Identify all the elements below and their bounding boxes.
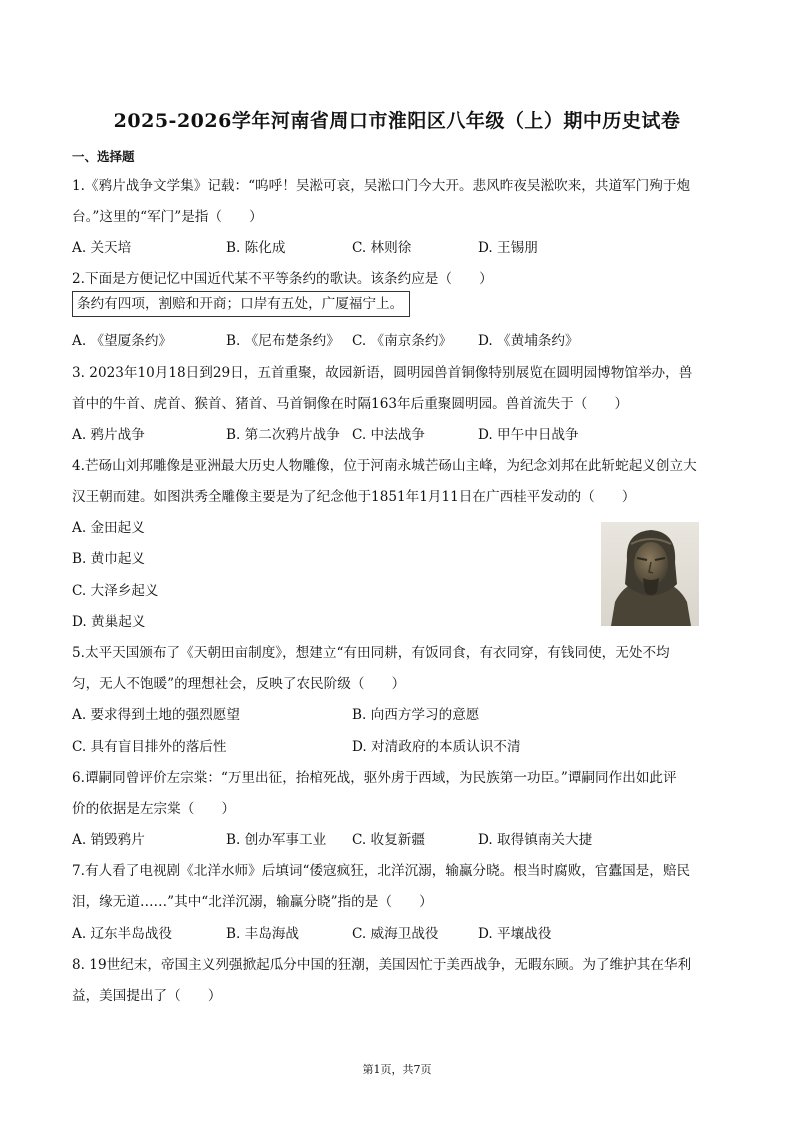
question-7-option-b: B. 丰岛海战 bbox=[226, 926, 300, 942]
question-7-option-a: A. 辽东半岛战役 bbox=[72, 926, 173, 942]
question-6-option-b: B. 创办军事工业 bbox=[226, 832, 327, 848]
question-1-option-c: C. 林则徐 bbox=[352, 240, 412, 256]
question-5-option-d: D. 对清政府的本质认识不清 bbox=[352, 739, 521, 755]
question-7-option-d: D. 平壤战役 bbox=[478, 926, 552, 942]
statue-photo bbox=[601, 522, 699, 626]
question-6-option-c: C. 收复新疆 bbox=[352, 832, 425, 848]
question-2-option-b: B. 《尼布楚条约》 bbox=[226, 333, 340, 349]
question-1-line-2: 台。”这里的“军门”是指（ ） bbox=[72, 209, 263, 225]
question-5-option-c: C. 具有盲目排外的落后性 bbox=[72, 739, 227, 755]
question-3-option-c: C. 中法战争 bbox=[352, 427, 425, 443]
question-4-option-c: C. 大泽乡起义 bbox=[72, 583, 159, 599]
question-3-line-1: 3. 2023年10月18日到29日，五首重聚，故园新语，圆明园兽首铜像特别展览在圆明园博物馆举办，兽 bbox=[72, 365, 693, 381]
question-2-option-c: C. 《南京条约》 bbox=[352, 333, 453, 349]
question-2-option-d: D. 《黄埔条约》 bbox=[478, 333, 579, 349]
question-8-line-2: 益，美国提出了（ ） bbox=[72, 988, 222, 1004]
question-3-line-2: 首中的牛首、虎首、猴首、猪首、马首铜像在时隔163年后重聚圆明园。兽首流失于（ ） bbox=[72, 396, 629, 412]
question-4-option-a: A. 金田起义 bbox=[72, 520, 145, 536]
question-6-option-d: D. 取得镇南关大捷 bbox=[478, 832, 593, 848]
question-3-option-b: B. 第二次鸦片战争 bbox=[226, 427, 340, 443]
question-3-option-a: A. 鸦片战争 bbox=[72, 427, 145, 443]
question-4-option-b: B. 黄巾起义 bbox=[72, 551, 146, 567]
page-footer: 第1页，共7页 bbox=[362, 1063, 432, 1076]
page-title: 2025-2026学年河南省周口市淮阳区八年级（上）期中历史试卷 bbox=[113, 110, 681, 132]
question-4-option-d: D. 黄巢起义 bbox=[72, 614, 146, 630]
question-3-option-d: D. 甲午中日战争 bbox=[478, 427, 579, 443]
question-5-option-b: B. 向西方学习的意愿 bbox=[352, 707, 480, 723]
question-7-line-1: 7.有人看了电视剧《北洋水师》后填词“倭寇疯狂，北洋沉溺，输赢分晓。根当时腐败，官蠹国是，赔民 bbox=[72, 863, 691, 879]
question-1-line-1: 1.《鸦片战争文学集》记载：“呜呼！吴淞可哀，吴淞口门今大开。悲风昨夜吴淞吹来，共道军门殉于炮 bbox=[72, 178, 691, 194]
question-6-line-1: 6.谭嗣同曾评价左宗棠：“万里出征，抬棺死战，驱外虏于西域，为民族第一功臣。”谭嗣同作出如此评 bbox=[72, 770, 677, 786]
question-2-option-a: A. 《望厦条约》 bbox=[72, 333, 173, 349]
question-1-option-a: A. 关天培 bbox=[72, 240, 132, 256]
question-6-option-a: A. 销毁鸦片 bbox=[72, 832, 145, 848]
question-7-line-2: 泪，缘无道……”其中“北洋沉溺，输赢分晓”指的是（ ） bbox=[72, 894, 433, 910]
question-5-option-a: A. 要求得到土地的强烈愿望 bbox=[72, 707, 240, 723]
question-6-line-2: 价的依据是左宗棠（ ） bbox=[72, 801, 236, 817]
question-1-option-b: B. 陈化成 bbox=[226, 240, 286, 256]
question-4-line-2: 汉王朝而建。如图洪秀全雕像主要是为了纪念他于1851年1月11日在广西桂平发动的（ ） bbox=[72, 489, 636, 505]
question-7-option-c: C. 威海卫战役 bbox=[352, 926, 439, 942]
question-5-line-2: 匀，无人不饱暖”的理想社会，反映了农民阶级（ ） bbox=[72, 676, 406, 692]
section-heading: 一、选择题 bbox=[72, 149, 135, 164]
question-8-line-1: 8. 19世纪末，帝国主义列强掀起瓜分中国的狂潮，美国因忙于美西战争，无暇东顾。为了维护其在华利 bbox=[72, 957, 692, 973]
question-2-line-1: 2.下面是方便记忆中国近代某不平等条约的歌诀。该条约应是（ ） bbox=[72, 271, 493, 287]
question-4-line-1: 4.芒砀山刘邦雕像是亚洲最大历史人物雕像，位于河南永城芒砀山主峰，为纪念刘邦在此斩蛇起义创立大 bbox=[72, 458, 697, 474]
question-1-option-d: D. 王锡朋 bbox=[478, 240, 538, 256]
question-5-line-1: 5.太平天国颁布了《天朝田亩制度》，想建立“有田同耕，有饭同食，有衣同穿，有钱同使，无处不均 bbox=[72, 645, 670, 661]
question-2-mnemonic-box: 条约有四项，割赔和开商；口岸有五处，广厦福宁上。 bbox=[72, 291, 410, 317]
